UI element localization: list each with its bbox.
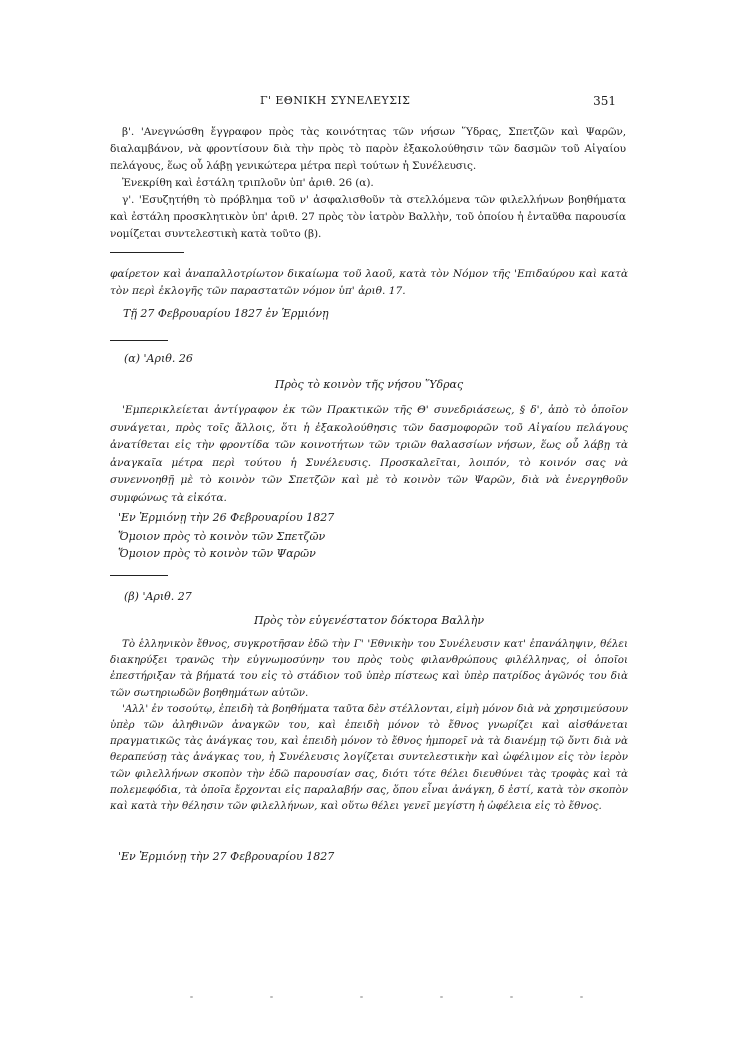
footnote-a-date: 'Εν Ἑρμιόνῃ τὴν 26 Φεβρουαρίου 1827 — [118, 511, 335, 524]
scan-speck — [270, 996, 273, 998]
footnote-b-title: Πρὸς τὸν εὐγενέστατον δόκτορα Βαλλὴν — [253, 614, 485, 627]
footnote-b-label: (β) 'Αριθ. 27 — [124, 590, 192, 603]
footnote-a-label: (α) 'Αριθ. 26 — [124, 352, 193, 365]
scan-speck — [440, 996, 443, 998]
footnote-a-similar-spetses: Ὅμοιον πρὸς τὸ κοινὸν τῶν Σπετζῶν — [118, 530, 326, 543]
minutes-section — [110, 124, 626, 243]
footnote-b-body-block — [110, 636, 628, 814]
footnote-a-title: Πρὸς τὸ κοινὸν τῆς νήσου Ὕδρας — [274, 378, 464, 391]
footnote-b-paragraph-1: Τὸ ἑλληνικὸν ἔθνος, συγκροτῆσαν ἐδῶ τὴν Γ' 'Εθνικὴν του Συνέλευσιν κατ' ἐπανάληψιν, θέλει διακηρύξει τρανῶς τὴν εὐγνωμοσύνην του πρὸς τοὺς φιλανθρώπους φιλέλληνας, οἱ ὁποῖοι ἐπεστήριξαν τὰ βήματά του εἰς τὸ στάδιον τοῦ ὑπὲρ πίστεως καὶ ὑπὲρ πατρίδος ἀγῶνός του διὰ τῶν σωτηριωδῶν βοηθημάτων αὐτῶν. — [110, 638, 628, 699]
scan-speck — [360, 996, 363, 998]
footnote-divider-a — [110, 340, 168, 341]
running-title: Γ' ΕΘΝΙΚΗ ΣΥΝΕΛΕΥΣΙΣ — [260, 94, 411, 107]
continuation-text: φαίρετον καὶ ἀναπαλλοτρίωτον δικαίωμα τοῦ λαοῦ, κατὰ τὸν Νόμον τῆς 'Επιδαύρου καὶ κατὰ τὸν περὶ ἐκλογῆς τῶν παραστατῶν νόμον ὑπ' ἀριθ. 17. — [110, 268, 628, 297]
scan-speck — [580, 996, 583, 998]
footnote-a-body: 'Εμπερικλείεται ἀντίγραφον ἐκ τῶν Πρακτικῶν τῆς Θ' συνεδριάσεως, § δ', ἀπὸ τὸ ὁποῖον συνάγεται, πρὸς τοῖς ἄλλοις, ὅτι ἡ ἐξακολούθησις τῶν δασμοφορῶν τοῦ Αἰγαίου πελάγους ἀνατίθεται εἰς τὴν φροντίδα τῶν κοινοτήτων τῶν τριῶν θαλασσίων νήσων, ἕως οὗ λάβῃ τὰ ἀναγκαῖα μέτρα περὶ τούτου ἡ Συνέλευσις. Προσκαλεῖται, λοιπόν, τὸ κοινόν σας νὰ συνεννοηθῇ μὲ τὸ κοινὸν τῶν Σπετζῶν καὶ μὲ τὸ κοινὸν τῶν Ψαρῶν, διὰ νὰ ἐνεργηθοῦν συμφώνως τὰ εἰκότα. — [110, 404, 628, 504]
footnote-divider-b — [110, 575, 168, 576]
footnote-a-similar-psara: Ὅμοιον πρὸς τὸ κοινὸν τῶν Ψαρῶν — [118, 547, 316, 560]
section-divider — [110, 252, 184, 253]
minutes-paragraph-c: γ'. 'Εσυζητήθη τὸ πρόβλημα τοῦ ν' ἀσφαλισθοῦν τὰ στελλόμενα τῶν φιλελλήνων βοηθήματα καὶ ἐστάλη προσκλητικὸν ὑπ' ἀριθ. 27 πρὸς τὸν ἰατρὸν Βαλλὴν, τοῦ ὁποίου ἡ ἐνταῦθα παρουσία νομίζεται συντελεστικὴ κατὰ τοῦτο (β). — [110, 194, 626, 240]
continuation-block — [110, 266, 628, 300]
page-number: 351 — [593, 94, 616, 108]
scan-speck — [510, 996, 513, 998]
footnote-b-paragraph-2: 'Αλλ' ἐν τοσούτῳ, ἐπειδὴ τὰ βοηθήματα ταῦτα δὲν στέλλονται, εἰμὴ μόνον διὰ νὰ χρησιμεύσουν ὑπὲρ τῶν ἀληθινῶν ἀναγκῶν του, καὶ ἐπειδὴ μόνον τὸ ἔθνος γνωρίζει καὶ αἰσθάνεται πραγματικῶς τὰς ἀνάγκας του, καὶ ἐπειδὴ μόνον τὸ ἔθνος ἠμπορεῖ νὰ τὰ διανέμῃ τῷ ὄντι διὰ νὰ θεραπεύσῃ τὰς ἀνάγκας του, ἡ Συνέλευσις λογίζεται συντελεστικὴν καὶ ὠφέλιμον εἰς τὸν ἱερὸν τῶν φιλελλήνων σκοπὸν τὴν ἐδῶ παρουσίαν σας, διότι τότε θέλει διευθύνει τὰς τροφὰς καὶ τὰ πολεμεφόδια, τὰ ὁποῖα ἔρχονται εἰς παραλαβήν σας, ὅπου εἶναι ἀνάγκη, δ ἐστί, κατὰ τὸν σκοπὸν καὶ κατὰ τὴν θέλησιν τῶν φιλελλήνων, καὶ οὕτω θέλει γενεῖ μεγίστη ἡ ὠφέλεια εἰς τὸ ἔθνος. — [110, 702, 628, 813]
footnote-b-date: 'Εν Ἑρμιόνῃ τὴν 27 Φεβρουαρίου 1827 — [118, 850, 335, 863]
scan-speck — [190, 996, 193, 998]
minutes-paragraph-approval: Ἐνεκρίθη καὶ ἐστάλη τριπλοῦν ὑπ' ἀριθ. 26 (α). — [122, 177, 374, 189]
scan-artifacts — [150, 996, 620, 1000]
running-header — [110, 94, 616, 112]
footnote-a-body-block — [110, 402, 628, 507]
continuation-date: Τῇ 27 Φεβρουαρίου 1827 ἐν Ἑρμιόνῃ — [123, 307, 329, 320]
minutes-paragraph-b: β'. 'Ανεγνώσθη ἔγγραφον πρὸς τὰς κοινότητας τῶν νήσων Ὕδρας, Σπετζῶν καὶ Ψαρῶν, διαλαμβάνον, νὰ φροντίσουν διὰ τὴν πρὸς τὸ παρὸν ἐξακολούθησιν τῶν δασμῶν τοῦ Αἰγαίου πελάγους, ἕως οὗ λάβῃ γενικώτερα μέτρα περὶ τούτων ἡ Συνέλευσις. — [110, 126, 626, 172]
